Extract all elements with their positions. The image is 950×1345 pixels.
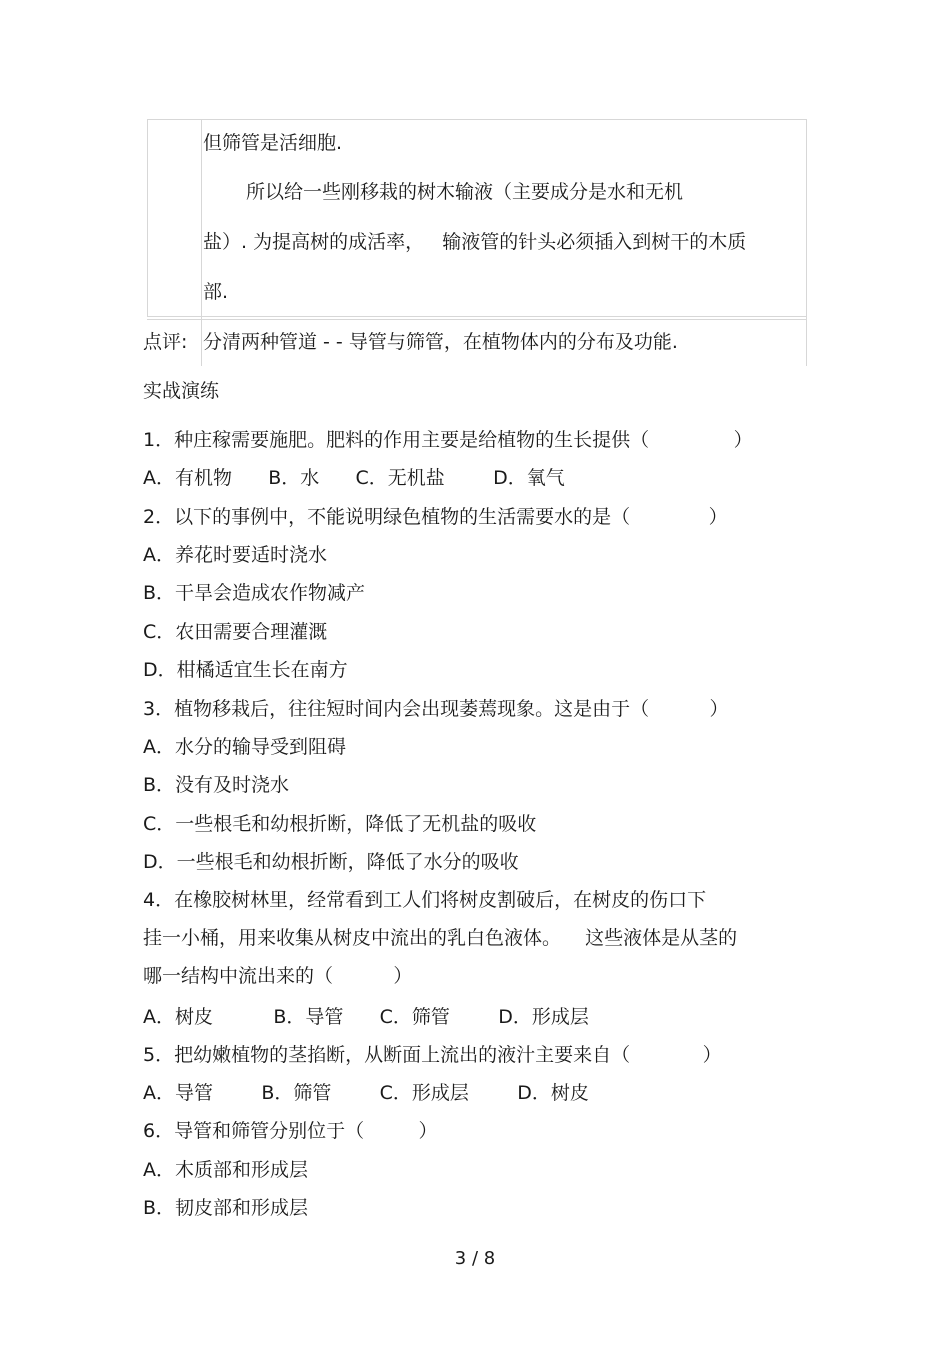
q4-options: A．树皮 B．导管 C．筛管 D．形成层 <box>143 1006 589 1028</box>
q4-stem-line-1: 4．在橡胶树林里，经常看到工人们将树皮割破后，在树皮的伤口下 <box>143 889 707 911</box>
review-line-4: 部. <box>203 281 229 303</box>
q6-option-b: B．韧皮部和形成层 <box>143 1197 309 1219</box>
review-line-2: 所以给一些刚移栽的树木输液（主要成分是水和无机 <box>246 181 684 203</box>
q2-option-c: C．农田需要合理灌溉 <box>143 621 328 643</box>
q6-stem: 6．导管和筛管分别位于（ ） <box>143 1120 438 1142</box>
q3-option-d: D．一些根毛和幼根折断，降低了水分的吸收 <box>143 851 519 873</box>
q2-option-a: A．养花时要适时浇水 <box>143 544 327 566</box>
q2-option-b: B．干旱会造成农作物减产 <box>143 582 366 604</box>
comment-text: 分清两种管道 - - 导管与筛管，在植物体内的分布及功能. <box>203 331 678 353</box>
q3-option-b: B．没有及时浇水 <box>143 774 290 796</box>
page-number: 3 / 8 <box>454 1248 496 1269</box>
table-col-divider <box>201 119 202 366</box>
q6-option-a: A．木质部和形成层 <box>143 1159 308 1181</box>
review-line-1: 但筛管是活细胞. <box>203 132 343 154</box>
review-line-3: 盐）. 为提高树的成活率， 输液管的针头必须插入到树干的木质 <box>203 231 747 253</box>
q1-stem: 1．种庄稼需要施肥。肥料的作用主要是给植物的生长提供（ ） <box>143 429 753 451</box>
q3-option-a: A．水分的输导受到阻碍 <box>143 736 346 758</box>
q3-stem: 3．植物移栽后，往往短时间内会出现萎蔫现象。这是由于（ ） <box>143 698 729 720</box>
table-right-border <box>806 119 807 366</box>
q1-options: A．有机物 B．水 C．无机盐 D．氧气 <box>143 467 565 489</box>
q5-stem: 5．把幼嫩植物的茎掐断，从断面上流出的液汁主要来自（ ） <box>143 1044 722 1066</box>
table-top-border <box>147 119 807 120</box>
table-mid-border-inner <box>147 319 807 320</box>
q2-stem: 2．以下的事例中，不能说明绿色植物的生活需要水的是（ ） <box>143 506 728 528</box>
q2-option-d: D．柑橘适宜生长在南方 <box>143 659 348 681</box>
comment-label: 点评: <box>143 331 188 353</box>
table-mid-border <box>147 316 807 317</box>
q5-options: A．导管 B．筛管 C．形成层 D．树皮 <box>143 1082 589 1104</box>
table-left-border <box>147 119 148 317</box>
q4-stem-line-3: 哪一结构中流出来的（ ） <box>143 965 413 987</box>
section-title: 实战演练 <box>143 380 220 402</box>
q4-stem-line-2: 挂一小桶，用来收集从树皮中流出的乳白色液体。 这些液体是从茎的 <box>143 927 738 949</box>
q3-option-c: C．一些根毛和幼根折断，降低了无机盐的吸收 <box>143 813 537 835</box>
